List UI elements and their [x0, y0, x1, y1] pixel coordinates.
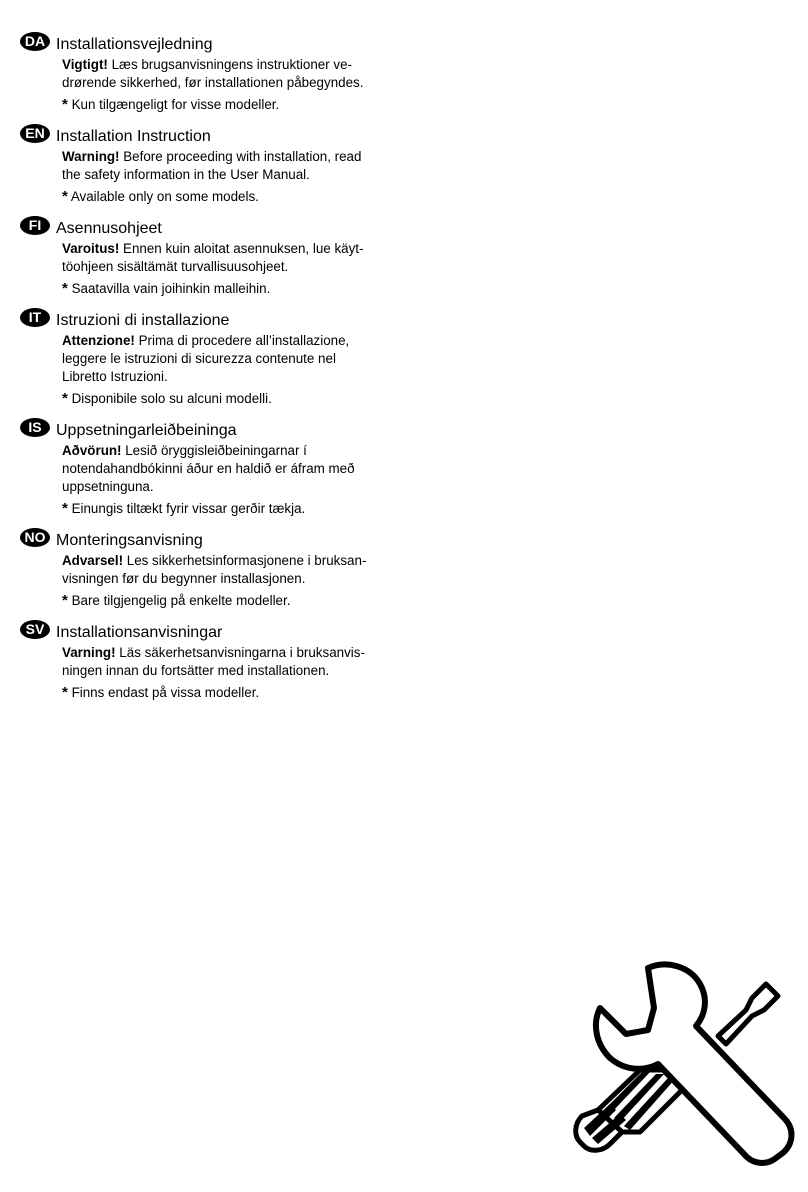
warning-text	[62, 442, 400, 496]
warning-line: Attenzione! Prima di procedere all’installazione,	[62, 333, 350, 348]
section-fi	[20, 218, 400, 298]
wrench-screwdriver-icon	[570, 960, 806, 1170]
warning-line: leggere le istruzioni di sicurezza contenute nel	[62, 351, 336, 366]
section-da	[20, 34, 400, 114]
section-title: Installationsvejledning	[56, 36, 213, 53]
warning-line: the safety information in the User Manual.	[62, 167, 310, 182]
section-header	[20, 218, 400, 240]
availability-note: * Available only on some models.	[62, 188, 259, 205]
section-is	[20, 420, 400, 518]
language-badge: IS	[20, 418, 50, 437]
section-title: Uppsetningarleiðbeininga	[56, 422, 237, 439]
language-badge: FI	[20, 216, 50, 235]
warning-label: Warning!	[62, 149, 124, 164]
instruction-sections	[20, 34, 400, 714]
warning-line: töohjeen sisältämät turvallisuusohjeet.	[62, 259, 289, 274]
section-header	[20, 126, 400, 148]
warning-line: drørende sikkerhed, før installationen påbegyndes.	[62, 75, 364, 90]
asterisk: *	[62, 500, 68, 517]
warning-label: Aðvörun!	[62, 443, 126, 458]
section-title: Istruzioni di installazione	[56, 312, 230, 329]
warning-text	[62, 240, 400, 276]
section-header	[20, 622, 400, 644]
warning-line: Advarsel! Les sikkerhetsinformasjonene i bruksan-	[62, 553, 367, 568]
warning-line: Libretto Istruzioni.	[62, 369, 168, 384]
availability-note: * Finns endast på vissa modeller.	[62, 684, 260, 701]
asterisk: *	[62, 592, 68, 609]
asterisk: *	[62, 390, 68, 407]
warning-line: ningen innan du fortsätter med installationen.	[62, 663, 330, 678]
asterisk: *	[62, 188, 68, 205]
section-sv	[20, 622, 400, 702]
section-title: Installation Instruction	[56, 128, 211, 145]
warning-line: notendahandbókinni áður en haldið er áfram með	[62, 461, 355, 476]
warning-label: Vigtigt!	[62, 57, 112, 72]
language-badge: NO	[20, 528, 50, 547]
asterisk: *	[62, 684, 68, 701]
section-header	[20, 530, 400, 552]
section-title: Monteringsanvisning	[56, 532, 203, 549]
warning-label: Varning!	[62, 645, 120, 660]
warning-line: Warning! Before proceeding with installation, read	[62, 149, 362, 164]
warning-text	[62, 56, 400, 92]
warning-line: Vigtigt! Læs brugsanvisningens instruktioner ve-	[62, 57, 353, 72]
language-badge: DA	[20, 32, 50, 51]
warning-line: Varoitus! Ennen kuin aloitat asennuksen, lue käyt-	[62, 241, 364, 256]
asterisk: *	[62, 96, 68, 113]
warning-line: uppsetninguna.	[62, 479, 154, 494]
availability-note: * Bare tilgjengelig på enkelte modeller.	[62, 592, 291, 609]
warning-label: Advarsel!	[62, 553, 127, 568]
section-header	[20, 310, 400, 332]
availability-note: * Einungis tiltækt fyrir vissar gerðir tækja.	[62, 500, 306, 517]
section-no	[20, 530, 400, 610]
section-header	[20, 420, 400, 442]
warning-line: Varning! Läs säkerhetsanvisningarna i bruksanvis-	[62, 645, 365, 660]
warning-label: Varoitus!	[62, 241, 124, 256]
warning-line: visningen før du begynner installasjonen.	[62, 571, 306, 586]
warning-label: Attenzione!	[62, 333, 139, 348]
language-badge: SV	[20, 620, 50, 639]
language-badge: EN	[20, 124, 50, 143]
section-header	[20, 34, 400, 56]
warning-line: Aðvörun! Lesið öryggisleiðbeiningarnar í	[62, 443, 307, 458]
warning-text	[62, 148, 400, 184]
warning-text	[62, 644, 400, 680]
section-title: Asennusohjeet	[56, 220, 162, 237]
availability-note: * Kun tilgængeligt for visse modeller.	[62, 96, 280, 113]
section-en	[20, 126, 400, 206]
warning-text	[62, 552, 400, 588]
section-title: Installationsanvisningar	[56, 624, 223, 641]
asterisk: *	[62, 280, 68, 297]
language-badge: IT	[20, 308, 50, 327]
availability-note: * Saatavilla vain joihinkin malleihin.	[62, 280, 271, 297]
availability-note: * Disponibile solo su alcuni modelli.	[62, 390, 272, 407]
section-it	[20, 310, 400, 408]
warning-text	[62, 332, 400, 386]
